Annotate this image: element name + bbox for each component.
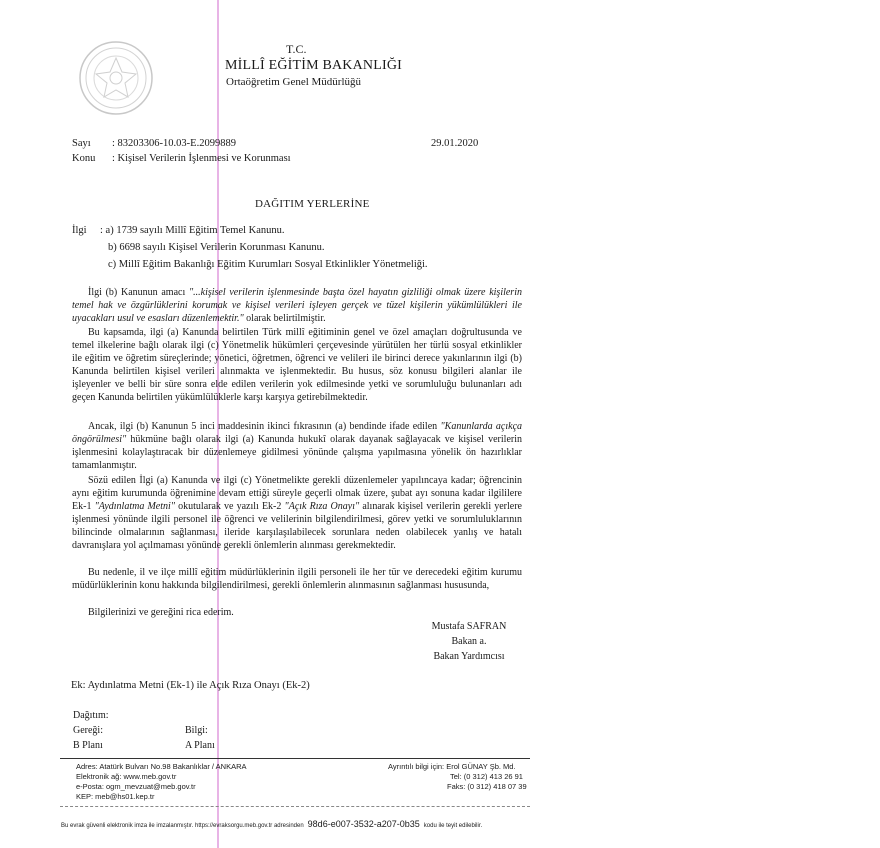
footer-contact: Ayrıntılı bilgi için: Erol GÜNAY Şb. Md. [388,762,516,771]
sayi-label: Sayı [72,138,91,149]
footer-tel: Tel: (0 312) 413 26 91 [450,772,523,781]
footer-address: Adres: Atatürk Bulvarı No.98 Bakanlıklar / ANKARA [76,762,247,771]
paragraph-3 [72,420,522,472]
verification-line [61,814,482,832]
ilgi-b: b) 6698 sayılı Kişisel Verilerin Korunması Kanunu. [108,242,325,253]
paragraph-2 [72,326,522,404]
signer-line2: Bakan a. [451,636,487,647]
footer-rule [60,758,530,759]
p4-text-b: okutularak ve yazılı Ek-2 [175,501,285,512]
paragraph-5 [72,566,522,592]
paragraph-1 [72,286,522,325]
signer-name: Mustafa SAFRAN [431,621,507,632]
p4-quote-2: "Açık Rıza Onayı" [284,501,360,512]
footer-web: Elektronik ağ: www.meb.gov.tr [76,772,177,781]
ilgi-a: : a) 1739 sayılı Millî Eğitim Temel Kanunu. [100,225,285,236]
distribution-geregi: Gereği: [73,725,103,736]
ilgi-label: İlgi [72,225,87,236]
footer-email: e-Posta: ogm_mevzuat@meb.gov.tr [76,782,196,791]
p5-text: Bu nedenle, il ve ilçe millî eğitim müdürlüklerinin ilgili personeli ile her tür ve derecedeki eğitim kurumu müdürlüklerinin konu hakkında bilgilendirilmesi, gerekli önlemlerin alınmasının sağlanması hususunda, [72,567,522,591]
p3-text-a: Ancak, ilgi (b) Kanunun 5 inci maddesinin ikinci fıkrasının (a) bendinde ifade edilen [88,421,441,432]
footer-dotted-rule [60,806,530,807]
header-directorate: Ortaöğretim Genel Müdürlüğü [226,76,362,88]
p1-text-b: olarak belirtilmiştir. [243,313,326,324]
p4-text-a: Sözü edilen İlgi (a) Kanunda ve ilgi (c) Yönetmelikte gerekli düzenlemeler yapılıncaya kadar; öğrencinin aynı eğitim kurumunda öğrenimine devam ettiği süreyle geçerli olmak üzere, şubat ayı sonuna kadar ilgililere Ek-1 [72,475,522,512]
paragraph-6 [72,606,522,619]
p3-text-b: hükmüne bağlı olarak ilgi (a) Kanunda hukukî olarak dayanak sağlayacak ve kişisel verilerin işlenmesini kolaylaştıracak bir düzenlemeye gidilmesi yönünde çalışma yapılmasına yönelik ön hazırlıklar tamamlanmıştır. [72,434,522,471]
header-tc: T.C. [286,42,307,56]
ministry-seal-icon [78,40,154,116]
distribution-a-plani: A Planı [185,740,215,751]
p6-text: Bilgilerinizi ve gereğini rica ederim. [88,607,234,618]
footer-kep: KEP: meb@hs01.kep.tr [76,792,155,801]
verification-code: 98d6-e007-3532-a207-0b35 [307,819,420,829]
sayi-row [72,138,272,152]
verification-text-a: Bu evrak güvenli elektronik imza ile imzalanmıştır. https://evraksorgu.meb.gov.tr adresinden [61,823,304,829]
konu-row [72,153,332,167]
header-ministry: MİLLÎ EĞİTİM BAKANLIĞI [225,58,403,73]
signer-title: Bakan Yardımcısı [433,651,505,662]
p2-text: Bu kapsamda, ilgi (a) Kanunda belirtilen Türk millî eğitiminin genel ve özel amaçları doğrultusunda ve temel ilkelerine bağlı olarak ilgi (c) Yönetmelik hükümleri çerçevesinde yürütülen her türlü sosyal etkinlikler ile eğitim ve öğretim süreçlerinde; yönetici, öğretmen, öğrenci ve velileri ile birinci derece yakınlarının ilgi (b) Kanunda belirtilen kişisel verileri alınmakta ve işlenmektedir. Bu husus, söz konusu bilgileri alanlar ile işleyenler ve belli bir süre sonra elde edilen verilerin yok edilmesinde yetki ve sorumluluğu bulunanları adı geçen Kanunda belirtilen yükümlülüklerle karşı karşıya getirebilmektedir. [72,327,522,403]
attachments-line: Ek: Aydınlatma Metni (Ek-1) ile Açık Rıza Onayı (Ek-2) [71,680,310,691]
document-date: 29.01.2020 [431,138,479,149]
p4-quote-1: "Aydınlatma Metni" [94,501,175,512]
konu-label: Konu [72,153,96,164]
sayi-value: : 83203306-10.03-E.2099889 [112,138,236,149]
paragraph-4 [72,474,522,552]
footer-fax: Faks: (0 312) 418 07 39 [447,782,527,791]
konu-value: : Kişisel Verilerin İşlenmesi ve Korunması [112,153,291,164]
subject-heading: DAĞITIM YERLERİNE [255,198,370,210]
ilgi-c: c) Millî Eğitim Bakanlığı Eğitim Kurumları Sosyal Etkinlikler Yönetmeliği. [108,259,428,270]
p1-quote: "...kişisel verilerin işlenmesinde başta özel hayatın gizliliği olmak üzere kişilerin temel hak ve özgürlüklerini korumak ve kişisel verileri işleyen gerçek ve tüzel kişilerin yükümlülükleri ile uyacakları usul ve esasları düzenlemektir." [72,287,522,324]
distribution-bilgi: Bilgi: [185,725,208,736]
p1-text-a: İlgi (b) Kanunun amacı [88,287,189,298]
distribution-label: Dağıtım: [73,710,109,721]
p4-text-c: alınarak kişisel verilerin gerekli yerlere işlenmesi yönünde ilgili personel ile öğrenci ve velilerinin bilgilendirilmesi, görev yetki ve sorumluluklarının bilincinde olmalarının sağlanması, ileride karşılaşılabilecek sorunlara neden olabilecek yanlış ve hatalı davranışlara yol açılmaması yönünde gerekli önlemlerin alınması gerekmektedir. [72,501,522,551]
p3-quote: "Kanunlarda açıkça öngörülmesi" [72,421,523,445]
verification-text-b: kodu ile teyit edilebilir. [423,823,483,829]
distribution-b-plani: B Planı [73,740,103,751]
